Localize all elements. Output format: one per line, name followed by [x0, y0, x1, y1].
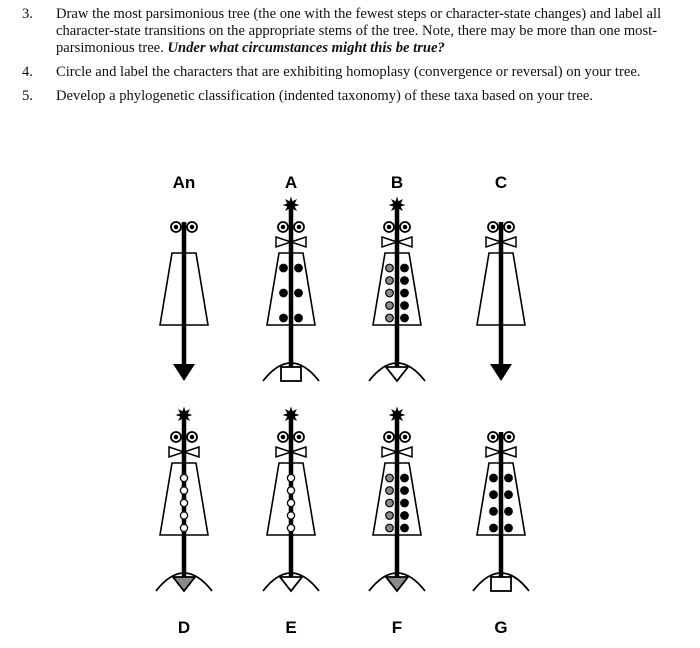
triangle-base-icon: [386, 577, 408, 591]
pupil-icon: [491, 435, 496, 440]
body-dot: [386, 512, 394, 520]
question-number: 4.: [22, 64, 33, 80]
body-dot: [280, 289, 288, 297]
taxon-label: G: [494, 618, 508, 637]
taxon-label: A: [284, 173, 298, 192]
body-dot: [386, 289, 394, 297]
body-dot: [180, 524, 187, 531]
star-icon: [283, 407, 300, 424]
body-dot: [386, 314, 394, 322]
body-dot: [401, 487, 409, 495]
pupil-icon: [507, 225, 512, 230]
pupil-icon: [507, 435, 512, 440]
square-base-icon: [281, 367, 301, 381]
body-dot: [295, 264, 303, 272]
taxon-figure-d: [156, 407, 212, 638]
body-dot: [287, 512, 294, 519]
taxon-figure-e: [263, 407, 319, 638]
body-dot: [180, 474, 187, 481]
body-dot: [401, 314, 409, 322]
taxon-figure-b: [369, 173, 425, 381]
taxon-label: F: [391, 618, 403, 637]
body-dot: [505, 491, 513, 499]
star-icon: [176, 407, 193, 424]
star-icon: [283, 197, 300, 214]
pupil-icon: [297, 435, 302, 440]
body-dot: [401, 264, 409, 272]
body-dot: [401, 512, 409, 520]
square-base-icon: [491, 577, 511, 591]
pupil-icon: [190, 435, 195, 440]
pupil-icon: [297, 225, 302, 230]
body-dot: [386, 499, 394, 507]
arrowhead-icon: [173, 364, 195, 381]
taxon-label: C: [494, 173, 508, 192]
body-dot: [287, 499, 294, 506]
triangle-base-icon: [386, 367, 408, 381]
body-dot: [401, 302, 409, 310]
body-dot: [401, 277, 409, 285]
body-dot: [287, 524, 294, 531]
body-dot: [386, 474, 394, 482]
pupil-icon: [387, 225, 392, 230]
pupil-icon: [387, 435, 392, 440]
body-dot: [490, 474, 498, 482]
body-dot: [386, 264, 394, 272]
body-dot: [386, 524, 394, 532]
body-dot: [505, 508, 513, 516]
star-icon: [389, 407, 406, 424]
question-text: Draw the most parsimonious tree (the one with the fewest steps or character-state changes) and label all character-state transitions on the appropriate stems of the tree. Note, there may be more than one most-parsimonious tree.: [56, 6, 662, 56]
question-number: 3.: [22, 6, 33, 22]
taxon-label: D: [177, 618, 191, 637]
taxon-label: E: [285, 618, 297, 637]
body-dot: [295, 314, 303, 322]
body-dot: [401, 289, 409, 297]
taxon-label: B: [390, 173, 404, 192]
pupil-icon: [491, 225, 496, 230]
body-dot: [401, 499, 409, 507]
body-dot: [505, 524, 513, 532]
body-dot: [295, 289, 303, 297]
taxon-figure-c: [477, 173, 525, 381]
pupil-icon: [403, 435, 408, 440]
body-dot: [386, 487, 394, 495]
triangle-base-icon: [280, 577, 302, 591]
pupil-icon: [174, 225, 179, 230]
taxon-figure-g: [473, 432, 529, 637]
question-number: 5.: [22, 88, 33, 104]
body-dot: [386, 277, 394, 285]
body-dot: [401, 524, 409, 532]
body-dot: [386, 302, 394, 310]
body-dot: [280, 314, 288, 322]
triangle-base-icon: [173, 577, 195, 591]
pupil-icon: [403, 225, 408, 230]
taxon-figure-an: [160, 173, 208, 381]
body-dot: [490, 508, 498, 516]
body-dot: [287, 487, 294, 494]
body-dot: [505, 474, 513, 482]
question-text: Develop a phylogenetic classification (indented taxonomy) of these taxa based on your tree.: [56, 88, 593, 104]
star-icon: [389, 197, 406, 214]
pupil-icon: [174, 435, 179, 440]
pupil-icon: [190, 225, 195, 230]
pupil-icon: [281, 225, 286, 230]
body-dot: [490, 491, 498, 499]
arrowhead-icon: [490, 364, 512, 381]
body-dot: [180, 487, 187, 494]
question-text: Circle and label the characters that are exhibiting homoplasy (convergence or reversal) on your tree.: [56, 64, 641, 80]
body-dot: [401, 474, 409, 482]
body-dot: [180, 499, 187, 506]
question-emphasis: Under what circumstances might this be true?: [167, 40, 445, 56]
pupil-icon: [281, 435, 286, 440]
body-dot: [180, 512, 187, 519]
taxon-figure-f: [369, 407, 425, 638]
body-dot: [490, 524, 498, 532]
body-dot: [287, 474, 294, 481]
body-dot: [280, 264, 288, 272]
taxon-label: An: [172, 173, 196, 192]
taxon-figure-a: [263, 173, 319, 381]
